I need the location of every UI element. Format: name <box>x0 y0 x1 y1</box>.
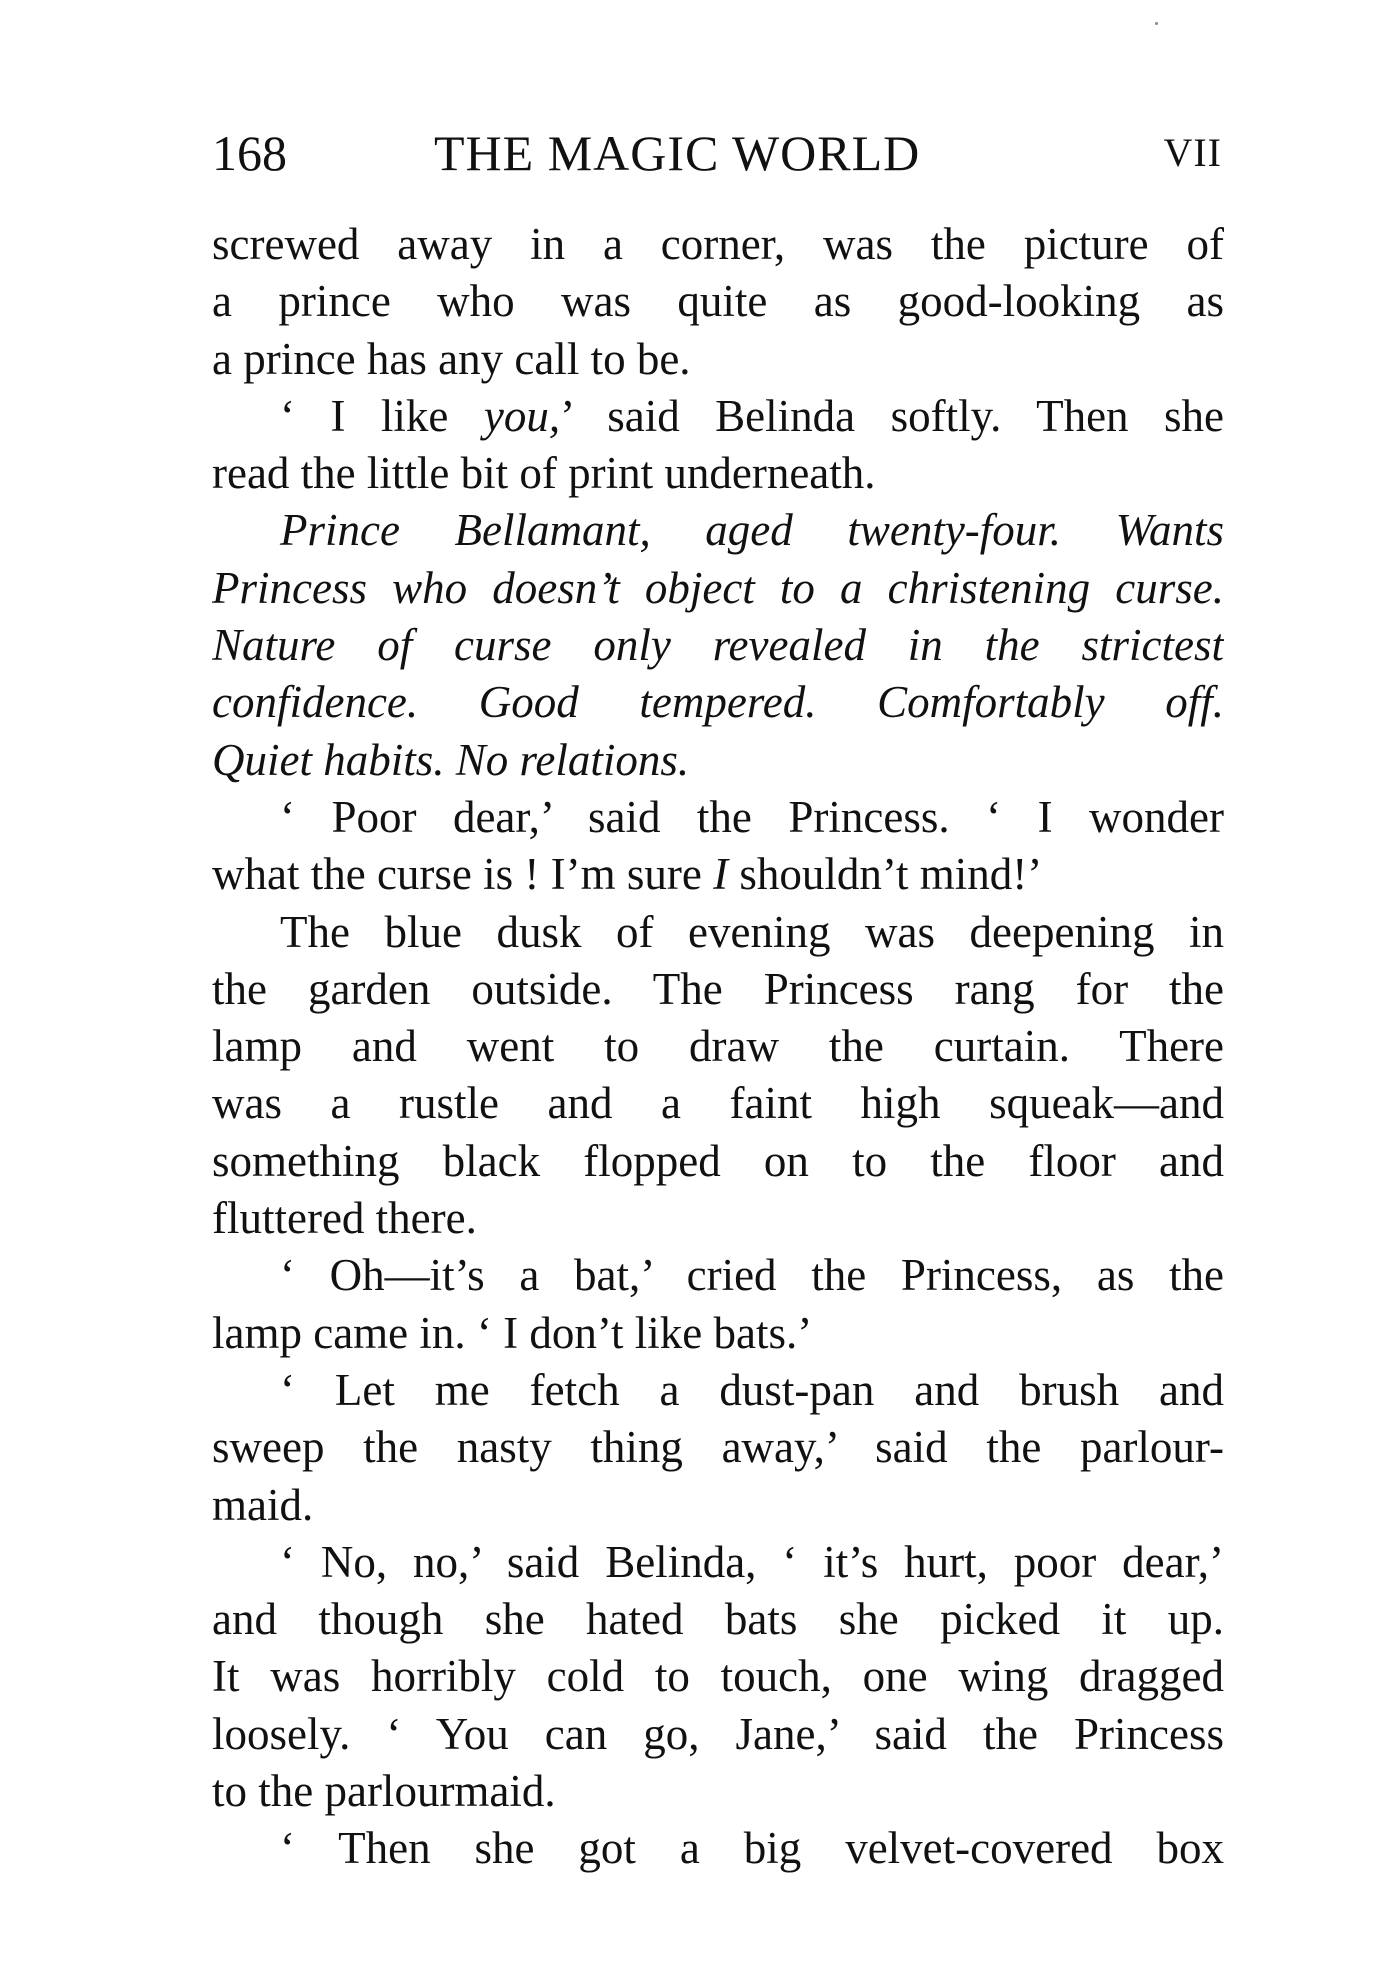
advertisement-line: Princess who doesn’t object to a christening curse. <box>212 562 1224 613</box>
advertisement-line: Nature of curse only revealed in the strictest <box>212 620 1224 671</box>
text-segment: ’ said Belinda softly. Then she <box>560 390 1224 441</box>
text-segment: ‘ I like <box>280 390 484 441</box>
advertisement-line: Quiet habits. No relations. <box>212 734 690 785</box>
text-line: screwed away in a corner, was the picture of <box>212 219 1224 269</box>
text-line: a prince who was quite as good-looking as <box>212 276 1224 327</box>
text-line: read the little bit of print underneath. <box>212 448 876 499</box>
text-line: ‘ Poor dear,’ said the Princess. ‘ I wonder <box>280 791 1224 842</box>
text-line: ‘ No, no,’ said Belinda, ‘ it’s hurt, poor dear,’ <box>280 1536 1224 1587</box>
text-line: It was horribly cold to touch, one wing dragged <box>212 1651 1224 1702</box>
text-line: ‘ Let me fetch a dust-pan and brush and <box>280 1364 1224 1415</box>
scan-speck <box>1155 22 1158 25</box>
text-line: sweep the nasty thing away,’ said the parlour- <box>212 1422 1224 1473</box>
advertisement-line: Prince Bellamant, aged twenty-four. Wants <box>280 505 1224 556</box>
text-line: and though she hated bats she picked it up. <box>212 1594 1224 1645</box>
text-line: lamp and went to draw the curtain. There <box>212 1021 1224 1072</box>
text-line <box>212 846 1224 903</box>
text-line: The blue dusk of evening was deepening in <box>280 906 1224 957</box>
text-line: a prince has any call to be. <box>212 333 691 384</box>
chapter-number: VII <box>1163 130 1222 175</box>
running-title: THE MAGIC WORLD <box>434 125 921 181</box>
text-line <box>212 388 1224 445</box>
text-line: lamp came in. ‘ I don’t like bats.’ <box>212 1307 813 1358</box>
text-line: ‘ Then she got a big velvet-covered box <box>280 1823 1224 1874</box>
advertisement-line: confidence. Good tempered. Comfortably off. <box>212 677 1224 728</box>
text-line: something black flopped on to the floor and <box>212 1135 1224 1186</box>
text-line: fluttered there. <box>212 1193 477 1244</box>
text-line: ‘ Oh—it’s a bat,’ cried the Princess, as the <box>280 1250 1224 1301</box>
text-line: was a rustle and a faint high squeak—and <box>212 1078 1224 1129</box>
emphasis: you, <box>483 390 561 441</box>
text-line: maid. <box>212 1479 314 1530</box>
text-segment: shouldn’t mind!’ <box>728 849 1043 900</box>
running-header <box>212 118 1222 188</box>
body-text <box>212 216 1224 1878</box>
text-segment: what the curse is ! I’m sure <box>212 849 714 900</box>
page-number: 168 <box>212 125 287 181</box>
text-line: the garden outside. The Princess rang for the <box>212 963 1224 1014</box>
text-line: to the parlourmaid. <box>212 1766 556 1817</box>
text-line: loosely. ‘ You can go, Jane,’ said the Princess <box>212 1708 1224 1759</box>
emphasis: I <box>713 849 729 900</box>
